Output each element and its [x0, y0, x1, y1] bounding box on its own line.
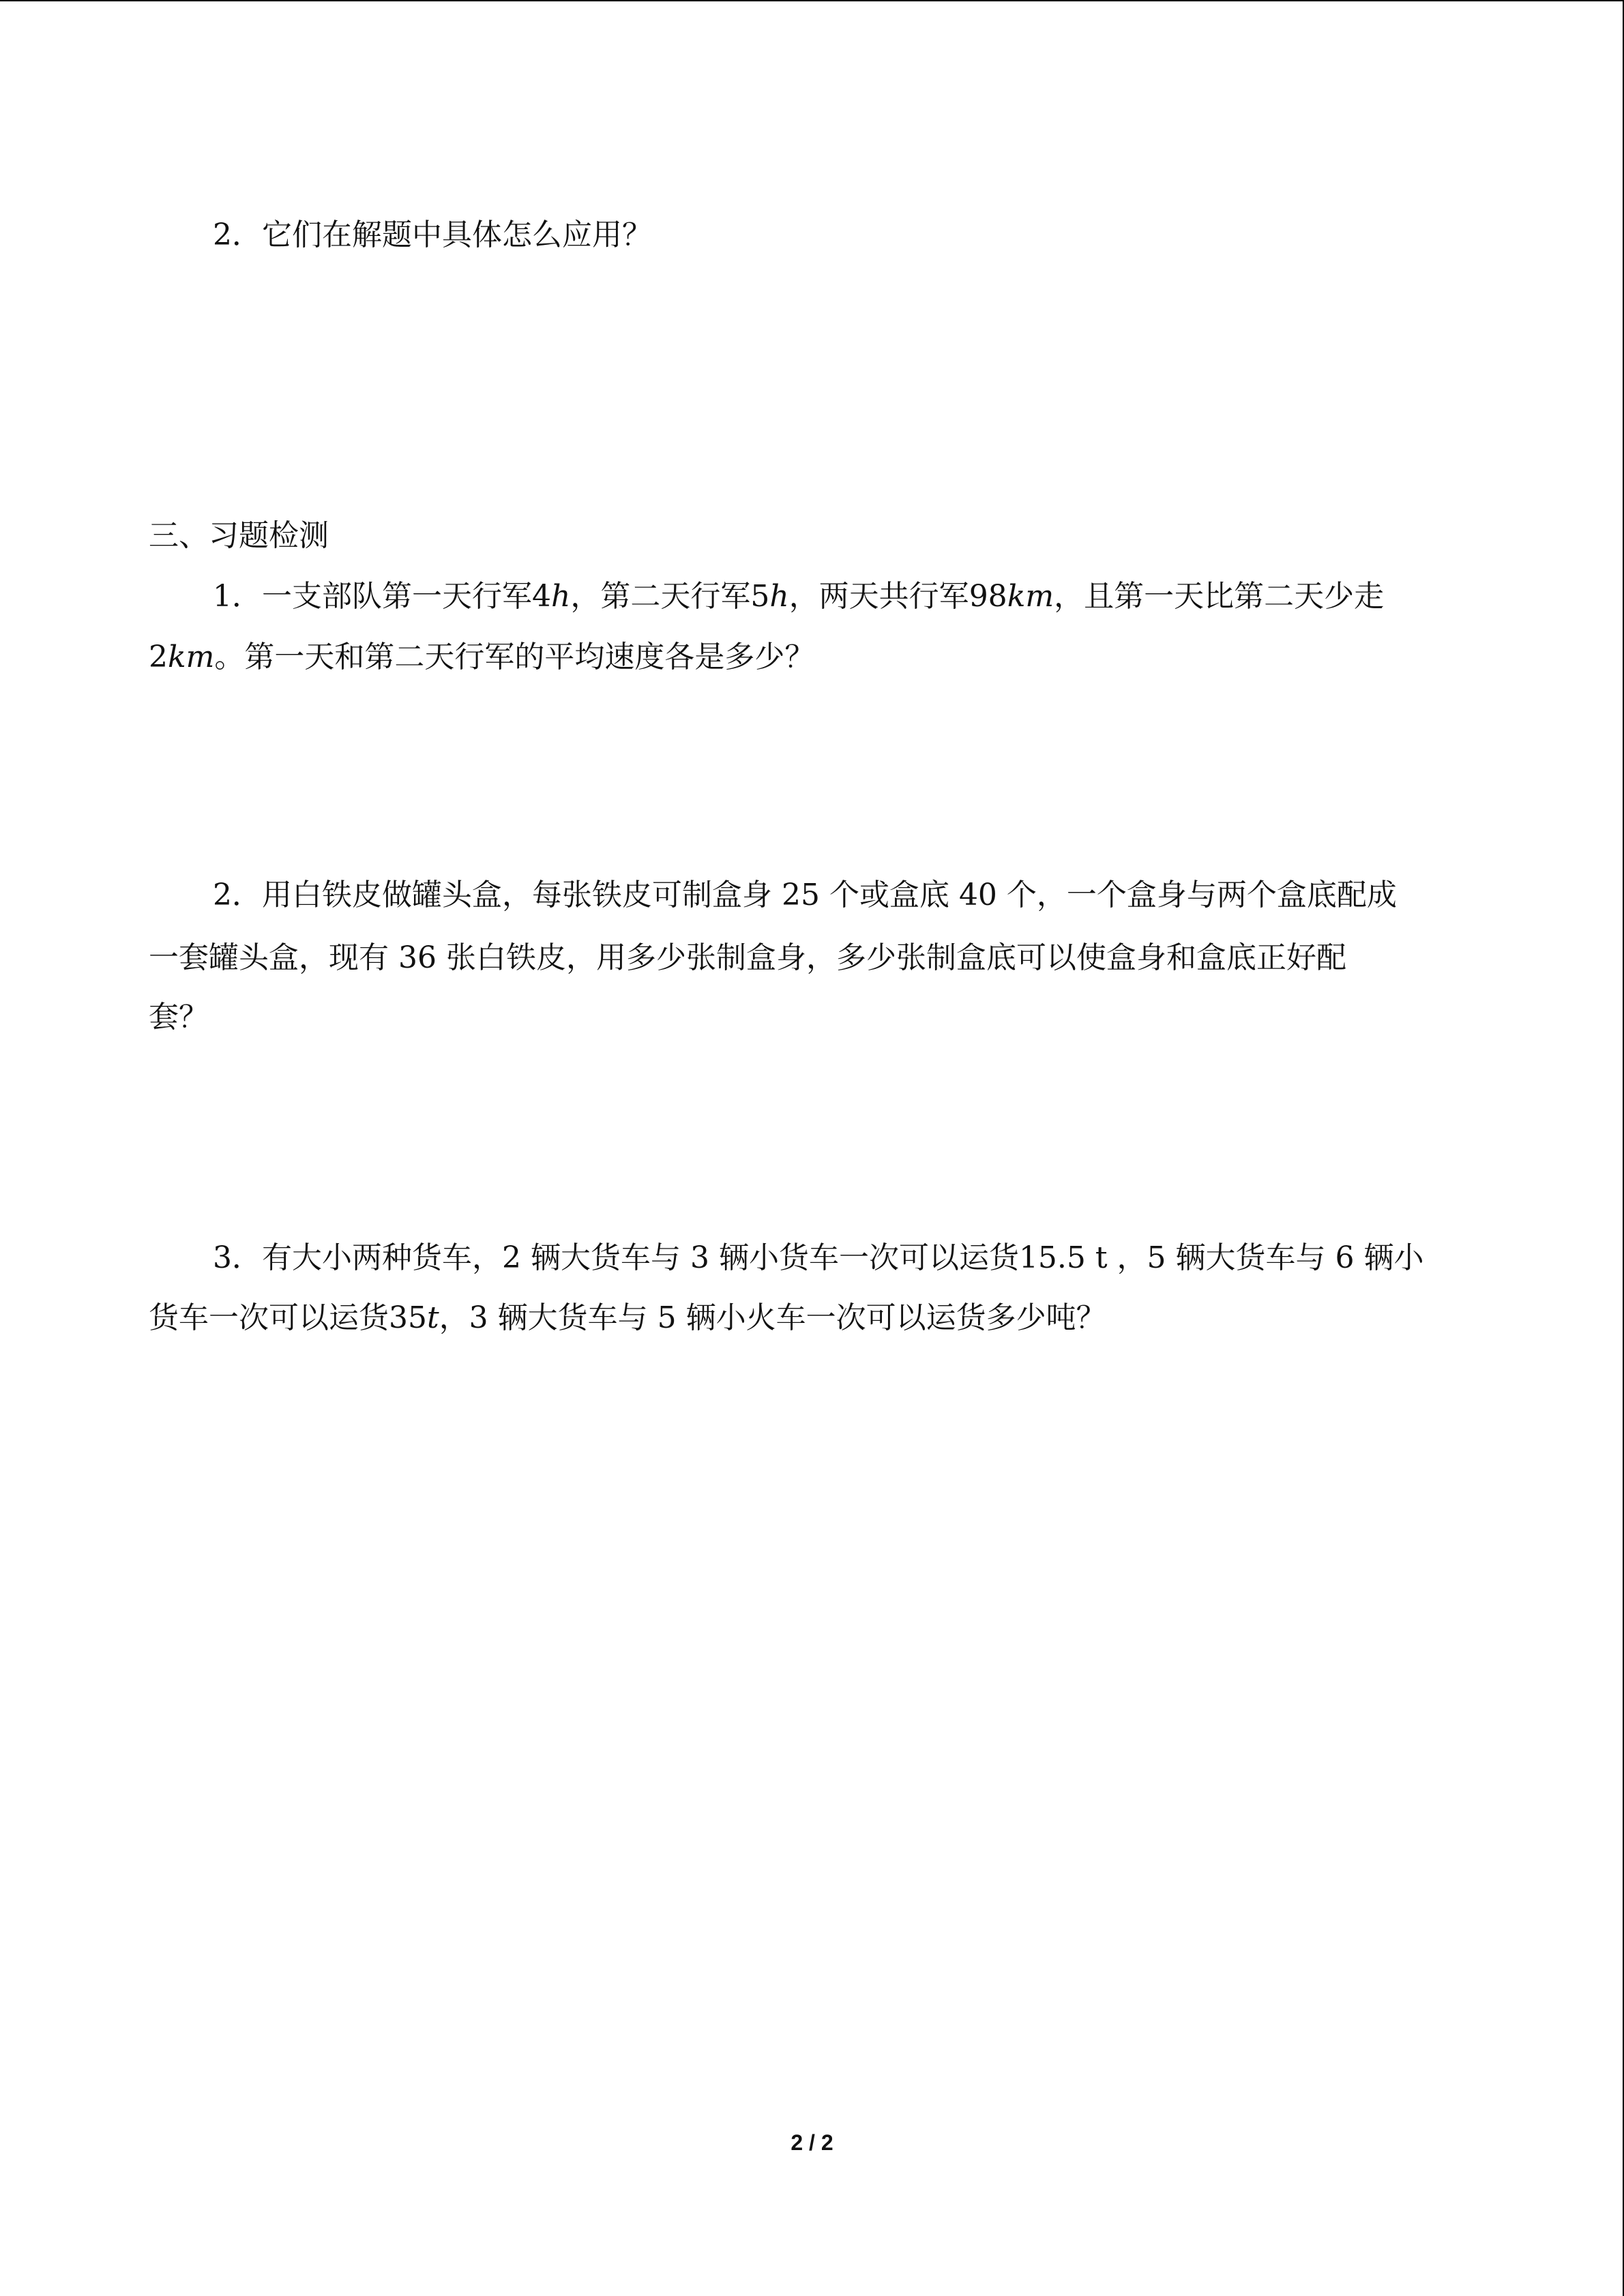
unit: h [551, 579, 571, 614]
text: ，两天共行军 [788, 579, 969, 614]
unit: km [168, 640, 215, 674]
section-title: 三、习题检测 [149, 518, 329, 553]
number: 2 [149, 640, 168, 674]
problem-1-line-1 [213, 576, 1384, 617]
text: ，3 辆大货车与 5 辆小火车一次可以运货多少吨？ [439, 1300, 1106, 1335]
unit: h [769, 579, 789, 614]
text: 。第一天和第二天行军的平均速度各是多少？ [214, 640, 815, 674]
number: 98 [969, 579, 1007, 614]
number: 5 [750, 579, 770, 614]
problem-3-line-1: 3．有大小两种货车，2 辆大货车与 3 辆小货车一次可以运货15.5 t ，5 辆大货车与 6 辆小 [213, 1240, 1424, 1275]
problem-2-line-2: 一套罐头盒，现有 36 张白铁皮，用多少张制盒身，多少张制盒底可以使盒身和盒底正好配 [149, 940, 1346, 975]
text: 货车一次可以运货 [149, 1300, 389, 1335]
number: 4 [532, 579, 551, 614]
problem-2-line-3: 套？ [149, 1000, 209, 1034]
problem-3-line-2 [149, 1298, 1106, 1339]
text: 1．一支部队第一天行军 [213, 579, 532, 614]
unit: t [427, 1300, 439, 1335]
problem-2-line-1: 2．用白铁皮做罐头盒，每张铁皮可制盒身 25 个或盒底 40 个，一个盒身与两个盒底配成 [213, 878, 1397, 912]
unit: km [1007, 579, 1054, 614]
question-apply: 2．它们在解题中具体怎么应用？ [213, 218, 652, 252]
problem-1-line-2 [149, 637, 814, 678]
number: 35 [389, 1300, 427, 1335]
text: ，第二天行军 [570, 579, 751, 614]
page-indicator: 2 / 2 [791, 2130, 833, 2155]
text: ，且第一天比第二天少走 [1054, 579, 1385, 614]
